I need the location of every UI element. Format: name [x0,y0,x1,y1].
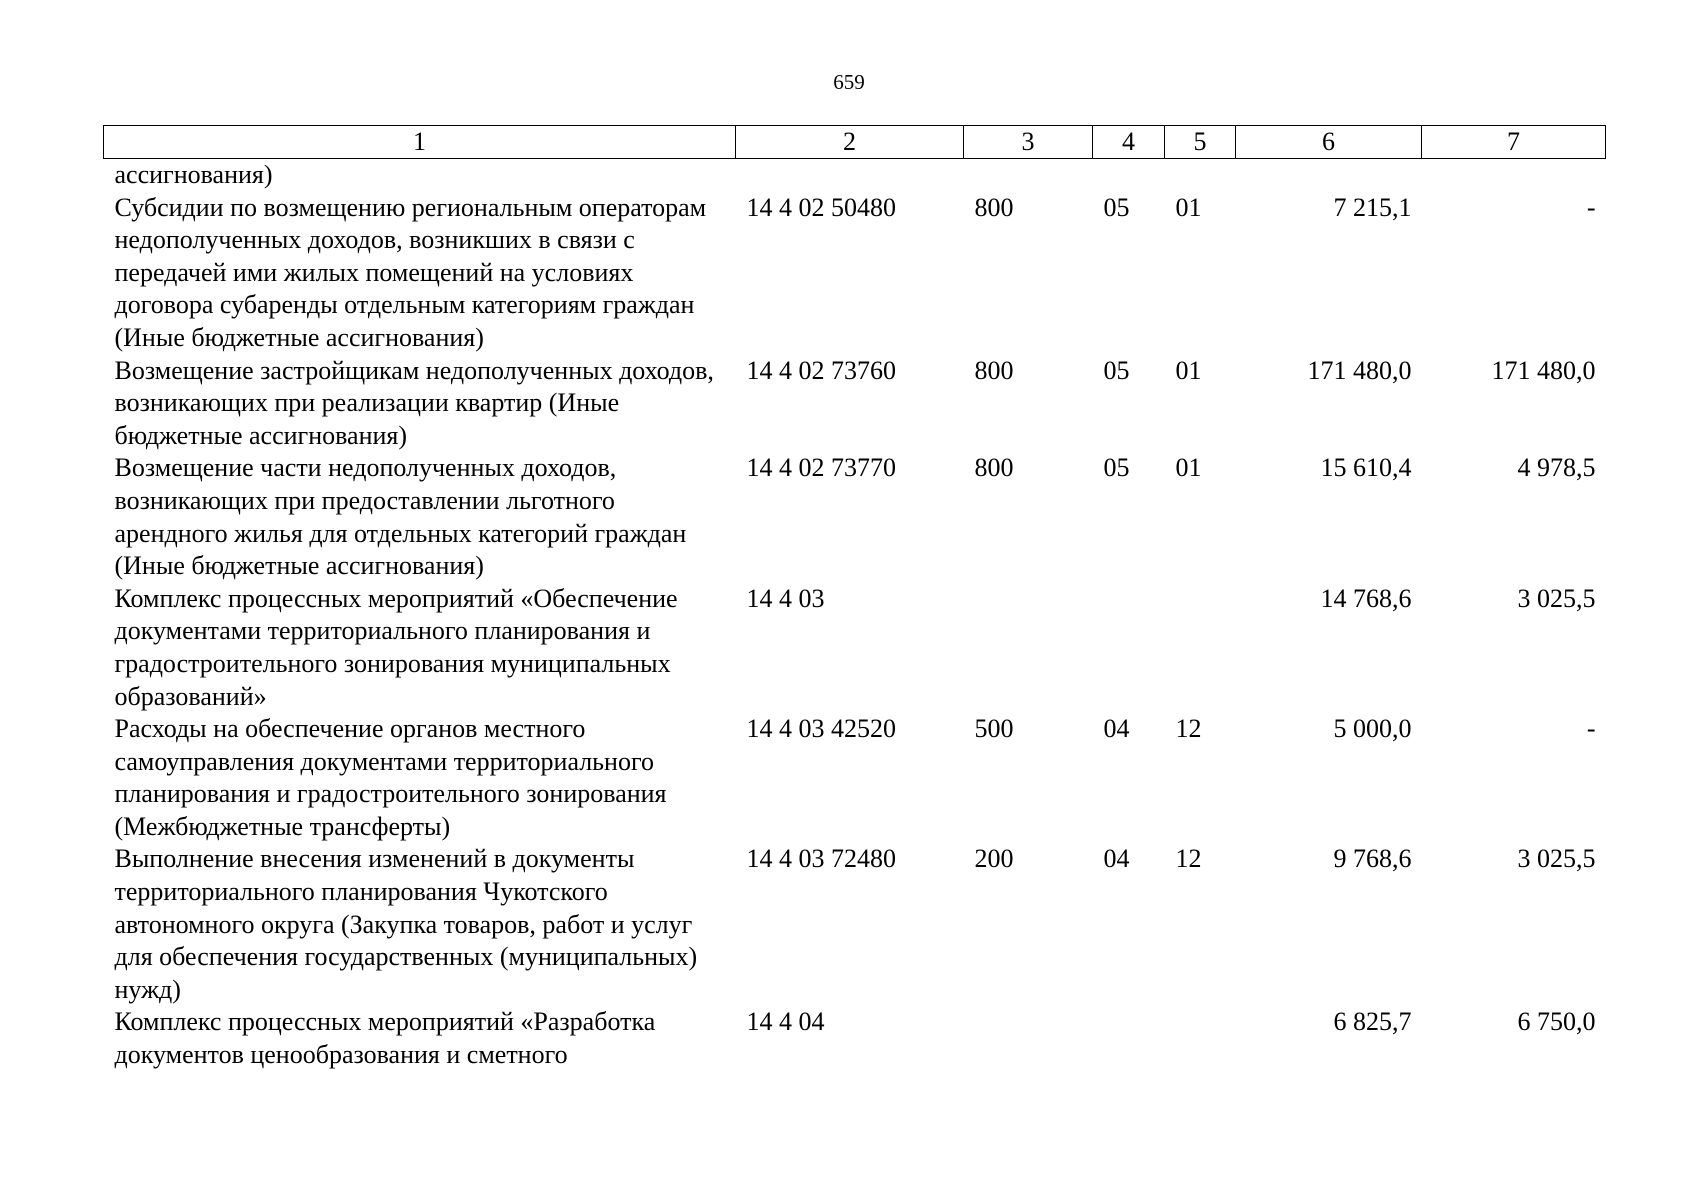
table-row [104,355,1606,453]
row-subsection: 12 [1175,714,1202,744]
row-section: 05 [1103,355,1130,385]
row-expense-type: 800 [974,453,1014,483]
row-section: 04 [1103,844,1130,874]
table-row [104,713,1606,843]
header-row [104,126,1606,159]
row-expense-type [964,583,1093,713]
table-row [104,1006,1606,1071]
row-name: Расходы на обеспечение органов местного самоуправления документами территориального планирования и градостроительного зонирования (Межбюджетные трансферты) [114,714,667,841]
row-sum-col6: 171 480,0 [1307,355,1412,385]
row-code: 14 4 02 50480 [746,192,896,222]
row-code: 14 4 03 [746,583,825,613]
row-sum-col6: 7 215,1 [1333,192,1412,222]
row-sum-col6: 6 825,7 [1333,1007,1412,1037]
row-subsection [1165,159,1236,192]
row-subsection: 01 [1175,453,1202,483]
row-subsection [1165,583,1236,713]
row-name: Субсидии по возмещению региональным операторам недополученных доходов, возникших в связи с передачей ими жилых помещений на условиях договора субаренды отдельным категориям граждан (Иные бюджетные ассигнования) [114,192,707,352]
row-sum-col7: - [1586,192,1596,222]
budget-table [103,125,1606,1072]
row-expense-type: 800 [974,192,1014,222]
row-section: 05 [1103,453,1130,483]
row-sum-col6: 9 768,6 [1333,844,1412,874]
row-sum-col7: 171 480,0 [1491,355,1596,385]
row-section: 05 [1103,192,1130,222]
row-name: ассигнования) [114,160,273,189]
row-sum-col7: - [1586,714,1596,744]
table-row [104,583,1606,713]
column-header-4: 4 [1093,126,1165,159]
column-header-6: 6 [1236,126,1422,159]
column-header-5: 5 [1165,126,1236,159]
row-subsection: 01 [1175,192,1202,222]
table-row [104,192,1606,355]
row-code [736,159,964,192]
row-code: 14 4 03 42520 [746,714,896,744]
row-sum-col7: 4 978,5 [1517,453,1596,483]
row-sum-col7 [1422,159,1606,192]
row-sum-col6: 15 610,4 [1320,453,1412,483]
column-header-1: 1 [104,126,736,159]
row-expense-type [964,1006,1093,1071]
row-code: 14 4 02 73760 [746,355,896,385]
column-header-7: 7 [1422,126,1606,159]
row-sum-col6: 5 000,0 [1333,714,1412,744]
row-sum-col6 [1236,159,1422,192]
column-header-2: 2 [736,126,964,159]
row-name: Возмещение застройщикам недополученных доходов, возникающих при реализации квартир (Иные бюджетные ассигнования) [114,355,714,450]
row-section [1093,1006,1165,1071]
row-name: Комплекс процессных мероприятий «Обеспечение документами территориального планирования и градостроительного зонирования муниципальных образований» [114,583,678,711]
row-code: 14 4 02 73770 [746,453,896,483]
row-expense-type: 500 [974,714,1014,744]
row-code: 14 4 03 72480 [746,844,896,874]
row-sum-col7: 3 025,5 [1517,583,1596,613]
column-header-3: 3 [964,126,1093,159]
row-sum-col7: 6 750,0 [1517,1007,1596,1037]
row-subsection: 12 [1175,844,1202,874]
row-expense-type: 200 [974,844,1014,874]
row-section [1093,159,1165,192]
row-name: Выполнение внесения изменений в документы территориального планирования Чукотского автономного округа (Закупка товаров, работ и услуг для обеспечения государственных (муниципальных) нужд) [114,844,698,1004]
row-subsection [1165,1006,1236,1071]
page-number: 659 [833,70,865,94]
table-row [104,843,1606,1006]
row-name: Комплекс процессных мероприятий «Разработка документов ценообразования и сметного [114,1007,656,1070]
row-name: Возмещение части недополученных доходов, возникающих при предоставлении льготного арендного жилья для отдельных категорий граждан (Иные бюджетные ассигнования) [114,453,687,581]
row-sum-col6: 14 768,6 [1320,583,1412,613]
row-sum-col7: 3 025,5 [1517,844,1596,874]
row-expense-type: 800 [974,355,1014,385]
table-row [104,159,1606,192]
row-code: 14 4 04 [746,1007,825,1037]
row-expense-type [964,159,1093,192]
row-subsection: 01 [1175,355,1202,385]
row-section [1093,583,1165,713]
table-row [104,452,1606,582]
row-section: 04 [1103,714,1130,744]
